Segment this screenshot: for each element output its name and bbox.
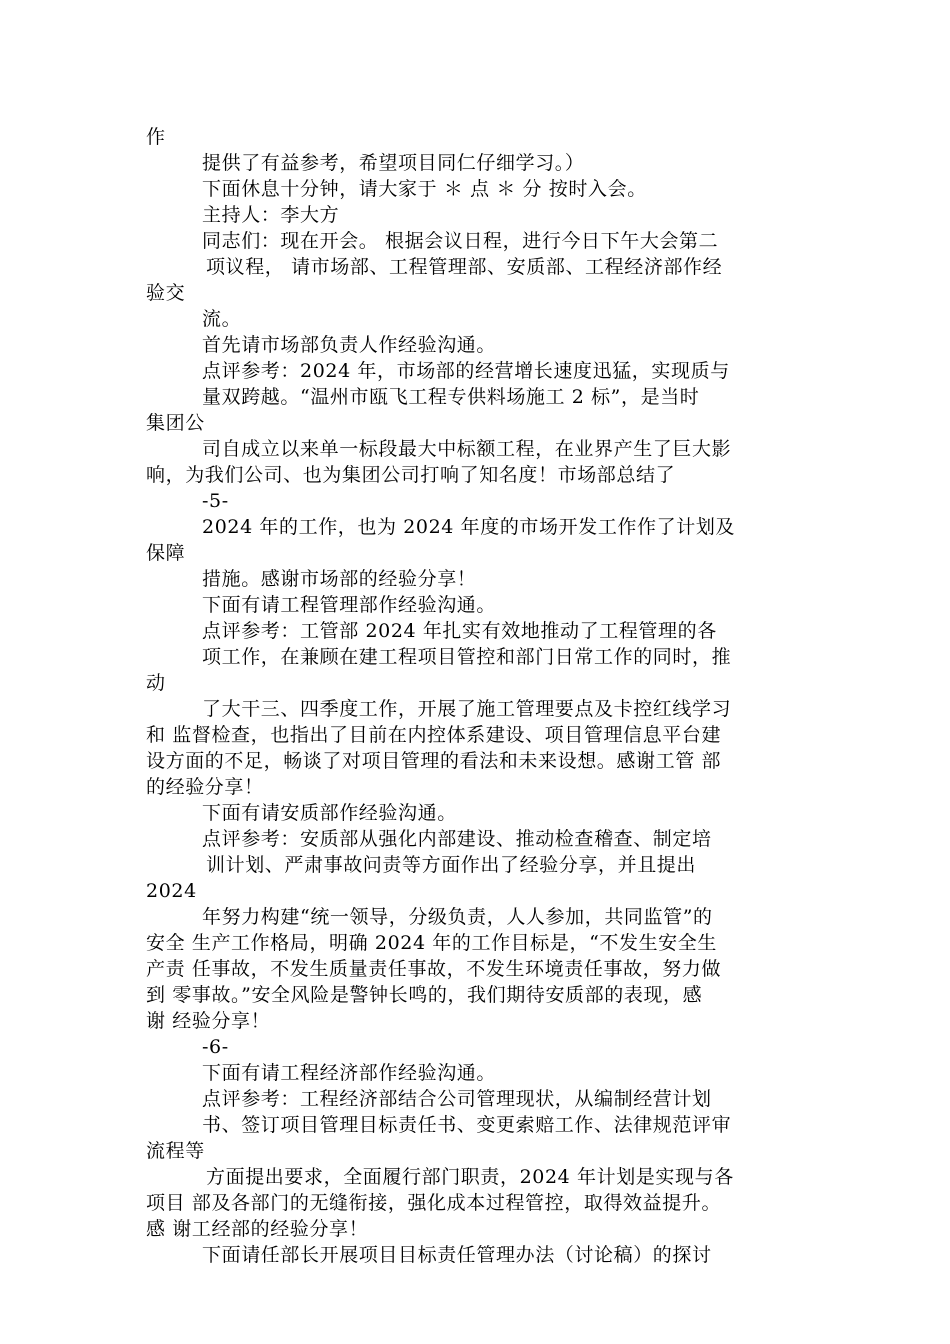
text-line: 保障	[146, 542, 186, 564]
text-line: 点评参考：2024 年，市场部的经营增长速度迅猛，实现质与	[202, 360, 730, 382]
page-number: -6-	[202, 1036, 229, 1058]
text-line: 验交	[146, 282, 186, 304]
text-line: 下面休息十分钟，请大家于 ＊ 点 ＊ 分 按时入会。	[202, 178, 647, 200]
text-line: 产责 任事故，不发生质量责任事故，不发生环境责任事故，努力做	[146, 958, 722, 980]
text-line: 下面请任部长开展项目目标责任管理办法（讨论稿）的探讨	[202, 1244, 712, 1266]
text-line: 方面提出要求，全面履行部门职责，2024 年计划是实现与各	[206, 1166, 734, 1188]
text-line: 量双跨越。“温州市瓯飞工程专供料场施工 2 标”，是当时	[202, 386, 700, 408]
text-line: 响，为我们公司、也为集团公司打响了知名度！市场部总结了	[146, 464, 676, 486]
text-line: 点评参考：工管部 2024 年扎实有效地推动了工程管理的各	[202, 620, 717, 642]
text-line: 首先请市场部负责人作经验沟通。	[202, 334, 497, 356]
text-line: 司自成立以来单一标段最大中标额工程，在业界产生了巨大影	[202, 438, 732, 460]
text-line: 和 监督检查，也指出了目前在内控体系建设、项目管理信息平台建	[146, 724, 722, 746]
text-line: 感 谢工经部的经验分享！	[146, 1218, 369, 1240]
text-line: 作	[146, 126, 166, 148]
text-line: 安全 生产工作格局，明确 2024 年的工作目标是，“不发生安全生	[146, 932, 717, 954]
text-line: 年努力构建“统一领导，分级负责，人人参加，共同监管”的	[202, 906, 713, 928]
text-line: 项工作，在兼顾在建工程项目管控和部门日常工作的同时，推	[202, 646, 732, 668]
text-line: 动	[146, 672, 166, 694]
text-line: 提供了有益参考，希望项目同仁仔细学习。）	[202, 152, 585, 174]
text-line: 谢 经验分享！	[146, 1010, 271, 1032]
text-line: 流程等	[146, 1140, 205, 1162]
text-line: 点评参考：工程经济部结合公司管理现状，从编制经营计划	[202, 1088, 712, 1110]
text-line: 下面有请工程管理部作经验沟通。	[202, 594, 497, 616]
text-line: 流。	[202, 308, 242, 330]
text-line: 2024 年的工作，也为 2024 年度的市场开发工作作了计划及	[202, 516, 736, 538]
text-line: 训计划、严肃事故问责等方面作出了经验分享，并且提出	[206, 854, 697, 876]
text-line: 下面有请安质部作经验沟通。	[202, 802, 457, 824]
text-line: 措施。感谢市场部的经验分享！	[202, 568, 477, 590]
text-line: 设方面的不足，畅谈了对项目管理的看法和未来设想。感谢工管 部	[146, 750, 722, 772]
text-line: 点评参考：安质部从强化内部建设、推动检查稽查、制定培	[202, 828, 712, 850]
text-line: 下面有请工程经济部作经验沟通。	[202, 1062, 497, 1084]
text-line: 项目 部及各部门的无缝衔接，强化成本过程管控，取得效益提升。	[146, 1192, 722, 1214]
text-line: 项议程， 请市场部、工程管理部、安质部、工程经济部作经	[206, 256, 723, 278]
text-line: 书、签订项目管理目标责任书、变更索赔工作、法律规范评审	[202, 1114, 732, 1136]
text-line: 2024	[146, 880, 197, 902]
text-line: 了大干三、四季度工作，开展了施工管理要点及卡控红线学习	[202, 698, 732, 720]
text-line: 集团公	[146, 412, 205, 434]
page-number: -5-	[202, 490, 229, 512]
text-line: 同志们：现在开会。 根据会议日程，进行今日下午大会第二	[202, 230, 719, 252]
text-line: 到 零事故。”安全风险是警钟长鸣的，我们期待安质部的表现，感	[146, 984, 703, 1006]
text-line: 主持人：李大方	[202, 204, 340, 226]
text-line: 的经验分享！	[146, 776, 264, 798]
